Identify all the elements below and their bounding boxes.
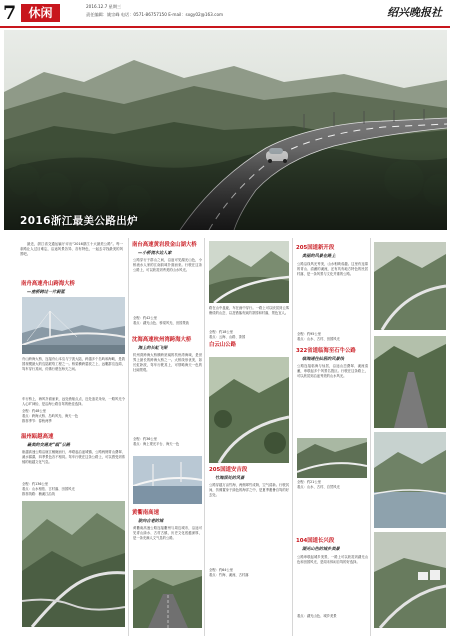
article-body: 公路穿行于群山之间，沿途可见湖光山色，小桥流水人家的江南韵味扑面而来。行驶在这条公路上，可以欣赏到秀美的山水风光。 — [133, 258, 202, 272]
article-body: 公路沿线风光秀美，山水相映成趣。这里有连绵的青山、清澈的溪流，还有具有地方特色的民居村落，是一条风景与文化并重的公路。 — [297, 262, 368, 276]
article-body: 车行桥上，海风扑面而来，远处渔船点点，近处浪花朵朵，一路风光令人心旷神怡，是沿海公路自驾的绝佳选择。 — [22, 397, 125, 406]
column-divider — [204, 238, 205, 636]
date-line: 2016.12.7 星期三 — [86, 4, 122, 9]
article-subtitle: 湖光山色的城乡美景 — [302, 546, 340, 551]
article-photo — [374, 242, 446, 330]
highway-landscape-image — [4, 30, 447, 230]
tunnel-road-image — [133, 570, 202, 628]
hero-kicker: 2016浙江最美公路出炉 — [20, 215, 139, 227]
article-photo — [22, 297, 125, 354]
article-subtitle: 美丽的风景在路上 — [302, 253, 336, 258]
article-title: 黄衢南高速 — [132, 510, 159, 516]
page-header — [0, 0, 450, 26]
article-photo — [209, 241, 289, 303]
article-body: 公路串联起城乡美景，一路上可以欣赏到湖光山色和田园风光，是周末休闲自驾的好选择。 — [297, 555, 368, 564]
article-facts: 全程：约95公里 看点：山水、古村、田园风光 — [297, 332, 340, 341]
lake-road-image — [374, 432, 446, 528]
article-title: 205国道安吉段 — [209, 467, 248, 473]
article-facts: 全程：约64公里 看点：竹海、溪流、古村落 — [209, 568, 249, 577]
section-label: 休闲 — [21, 4, 60, 22]
article-subtitle: 最美的交通走“瓯”公路 — [27, 442, 71, 447]
article-title: 205国道新开段 — [296, 245, 335, 251]
column-divider — [292, 238, 293, 636]
article-facts: 全程：约136公里 看点：山水相依、古村落、田园风光 推荐线路：楠溪江沿线 — [22, 482, 75, 496]
river-road-image — [297, 438, 367, 478]
article-body: 瓯越高速公路沿瓯江蜿蜒而行，串联起沿途城镇，公路两侧青山叠翠、溪水潺潺，四季景色各不相同。驾车行驶在这条公路上，可以感受到浓郁的瓯越文化气息。 — [22, 450, 125, 464]
header-rule — [0, 26, 450, 28]
article-subtitle: 驶向古老的城 — [138, 518, 164, 523]
article-photo — [22, 501, 125, 627]
highway-curve-image — [374, 242, 446, 330]
article-body: 公路连接临海与仙居，沿途山峦叠翠、溪流清澈，串联起多个风景名胜区。行驶在这条路上，可以欣赏到沿途秀美的山水风光。 — [297, 364, 368, 378]
article-title: 沈海高速杭州湾跨海大桥 — [132, 337, 192, 343]
article-facts: 全程：约48公里 看点：跨海大桥、岛屿风光、海天一色 推荐季节：春秋两季 — [22, 409, 79, 423]
article-photo — [209, 357, 289, 463]
article-photo — [374, 532, 446, 628]
article-facts: 全程：约36公里 看点：海上观光平台、海天一色 — [133, 437, 180, 446]
hero-photo — [4, 30, 447, 230]
bridge-photo-image — [22, 297, 125, 354]
mountain-road-image — [22, 501, 125, 627]
article-body: 舟山跨海大桥，连接舟山本岛与宁波大陆，跨越多个岛屿和海峡，是我国规模最大的岛陆联络工程之一。桥梁横跨碧波之上，远眺群岛连绵，驾车穿行其间，仿佛行驶在海天之间。 — [22, 357, 125, 371]
article-facts: 全程：约42公里 看点：湖光山色、桥梁风光、田园景致 — [133, 316, 190, 325]
article-facts: 看点：湖光山色、城乡美景 — [297, 614, 337, 618]
article-title: 104国道长兴段 — [296, 538, 335, 544]
article-facts: 全程：约21公里 看点：山水、古村、自然风光 — [297, 480, 340, 489]
article-subtitle: 竹海深处的风景 — [215, 475, 245, 480]
article-photo — [133, 456, 202, 504]
article-subtitle: —座桥跨过一片蔚蓝 — [27, 289, 65, 294]
article-subtitle: —小桥流水边人家 — [138, 250, 172, 255]
column-divider — [128, 238, 129, 636]
article-subtitle: 临海通往仙居的风景线 — [302, 356, 344, 361]
green-road-image — [374, 336, 446, 428]
article-title: 南台高速黄岩段金山湖大桥 — [132, 242, 197, 248]
article-body: 黄衢南高速公路连接衢州与周边城市，沿途可见青山绿水、古村古镇，历史文化底蕴深厚，是一条充满人文气息的公路。 — [133, 526, 202, 540]
article-photo — [297, 438, 367, 478]
article-photo — [133, 570, 202, 628]
article-title: 白云山公路 — [209, 342, 236, 348]
article-photo — [374, 432, 446, 528]
town-road-image — [374, 532, 446, 628]
column-divider — [370, 238, 371, 636]
article-subtitle: 海上的长虹飞架 — [138, 345, 168, 350]
valley-road-image — [209, 241, 289, 303]
article-title: 南舟高速舟山跨海大桥 — [21, 281, 75, 287]
page-number: 7 — [3, 2, 17, 24]
masthead: 绍兴晚报社 — [387, 6, 442, 19]
article-facts: 全程：约18公里 看点：云海、山路、茶园 — [209, 330, 246, 339]
bamboo-road-image — [209, 357, 289, 463]
sea-bridge-image — [133, 456, 202, 504]
article-body: 杭州湾跨海大桥横跨宽阔的杭州湾海域，是世界上最长的跨海大桥之一。大桥线形优美，如长虹卧波，驾车行驶其上，可领略海天一色的壮阔景观。 — [133, 353, 202, 372]
article-photo — [374, 336, 446, 428]
article-body: 路在山中盘旋，车在画中穿行。一路上可以欣赏到云雾缭绕的山峦，以及错落有致的茶园和村落，景色宜人。 — [209, 306, 289, 315]
article-title: 温州瓯越高速 — [21, 434, 54, 440]
lead-paragraph: 最近，浙江省交通运输厅评出“2016浙江十大最美公路”。每一条路让人过目难忘，沿途风景各异、各有特色，一起去寻找最美的风景吧。 — [20, 242, 123, 257]
article-title: 322省道临海至石牛公路 — [296, 348, 356, 354]
editor-line: 责任编辑：姚宗峰 电话：0571-86757150 E-mail：sxgy02@163.com — [86, 12, 224, 17]
article-body: 公路穿越万亩竹海，两侧翠竹成荫，空气清新。行驶其间，仿佛置身于绿色的海洋之中，是夏季避暑自驾的好去处。 — [209, 483, 289, 497]
